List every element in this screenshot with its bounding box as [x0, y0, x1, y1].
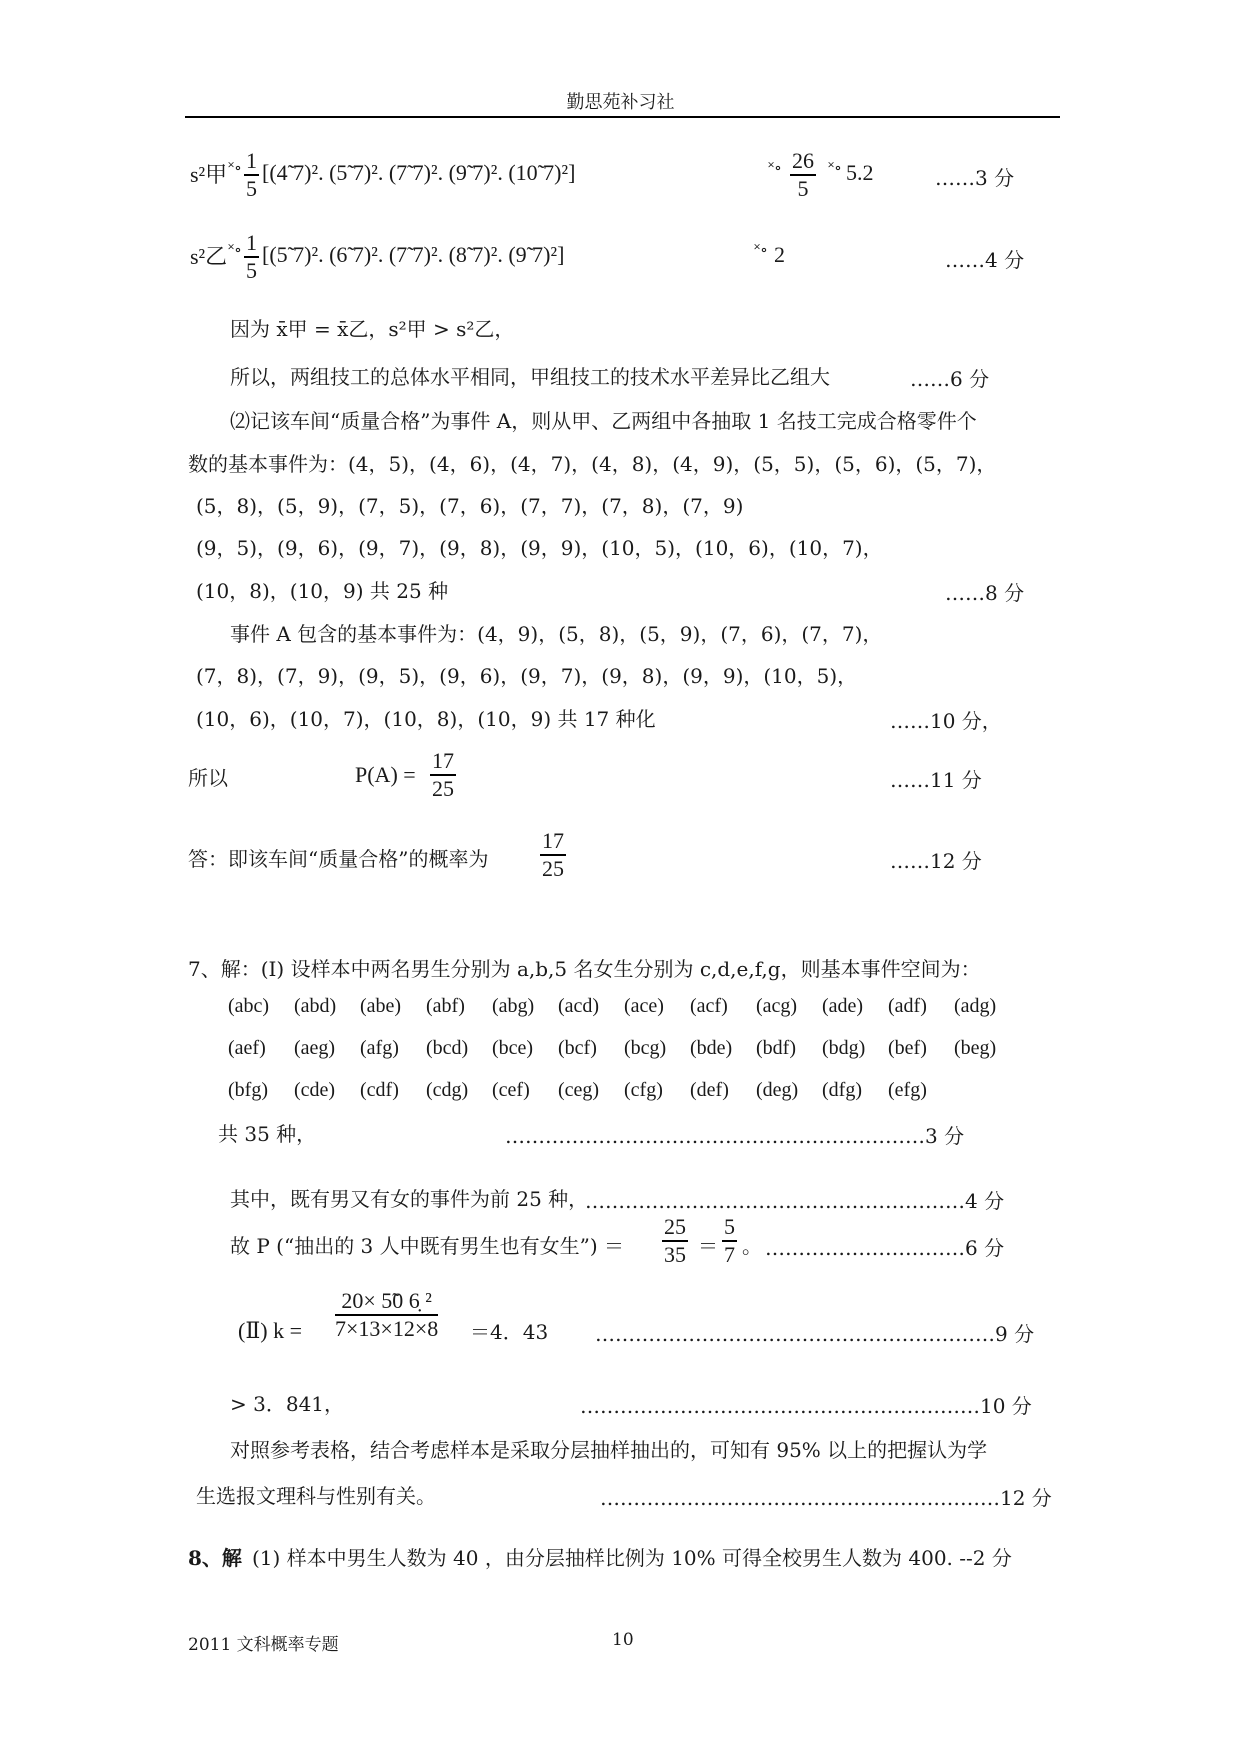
q7-prob-fraction-1 [662, 1214, 688, 1268]
variance-jia-result: 5.2 [846, 160, 874, 185]
combo-item: (adg) [954, 995, 997, 1017]
variance-yi-bracket: [(5̃ 7)². (6̃ 7)². (7̃ 7)². (8̃ 7)². (9̃ 7)²] [262, 242, 565, 267]
combo-item: (cef) [492, 1079, 530, 1101]
q7-compare: > 3．841， [230, 1392, 345, 1416]
combo-item: (bdg) [822, 1037, 866, 1059]
equals-glyph: ˟∘ [228, 160, 242, 177]
q8-text: (1) 样本中男生人数为 40 ，由分层抽样比例为 10% 可得全校男生人数为 400. --2 分 [252, 1546, 1012, 1570]
equals-glyph: ˟∘ [754, 242, 768, 259]
part2-line-3: (5，8)，(5，9)，(7，5)，(7，6)，(7，7)，(7，8)，(7，9) [196, 494, 744, 518]
fraction-numerator: 20× 5̃0 6̣ ² [341, 1288, 432, 1313]
q7-intro: 7、解：(Ⅰ) 设样本中两名男生分别为 a,b,5 名女生分别为 c,d,e,f,g，则基本事件空间为： [188, 957, 981, 981]
equals-glyph: ˟∘ [228, 242, 242, 259]
q7-combo-row-2 [228, 1037, 1020, 1060]
variance-yi-coef-fraction [244, 230, 259, 284]
fraction-denominator: 5 [246, 175, 257, 201]
fraction-denominator: 35 [664, 1241, 686, 1267]
combo-item: (bce) [492, 1037, 534, 1059]
score-mark: ……6 分 [910, 367, 990, 391]
score-mark: …………………………………………………4 分 [585, 1189, 1005, 1213]
because-line: 因为 x̄甲 = x̄乙，s²甲 > s²乙， [230, 317, 515, 341]
combo-item: (aeg) [294, 1037, 336, 1059]
fraction-numerator: 1 [246, 230, 257, 255]
fraction-numerator: 17 [542, 828, 564, 853]
combo-item: (bcf) [558, 1037, 597, 1059]
score-mark: ……………………………………………………10 分 [580, 1394, 1032, 1418]
fraction-denominator: 7 [724, 1241, 735, 1267]
score-mark: ……………………………………………………12 分 [600, 1486, 1052, 1510]
q7-conclusion-1: 对照参考表格，结合考虑样本是采取分层抽样抽出的，可知有 95% 以上的把握认为学 [230, 1438, 988, 1462]
combo-item: (ceg) [558, 1079, 600, 1101]
combo-item: (cde) [294, 1079, 336, 1101]
fraction-numerator: 17 [432, 748, 454, 773]
part2-line-7: (7，8)，(7，9)，(9，5)，(9，6)，(9，7)，(9，8)，(9，9)，(10，5)， [196, 664, 858, 688]
fraction-numerator: 25 [664, 1214, 686, 1239]
combo-item: (efg) [888, 1079, 927, 1101]
score-mark: ……3 分 [935, 166, 1015, 190]
combo-item: (afg) [360, 1037, 399, 1059]
q7-combo-row-1 [228, 995, 1020, 1018]
equals-sign: ＝ [698, 1234, 718, 1258]
score-mark: ………………………………………………………3 分 [505, 1124, 965, 1148]
combo-item: (bdf) [756, 1037, 796, 1059]
combo-item: (adf) [888, 995, 927, 1017]
variance-jia-bracket: [(4̃ 7)². (5̃ 7)². (7̃ 7)². (9̃ 7)². (10̃ 7)²] [262, 160, 576, 185]
combo-item: (ace) [624, 995, 664, 1017]
score-mark: ……10 分， [890, 709, 1002, 733]
combo-item: (deg) [756, 1079, 799, 1101]
q8-label: 8、解 [188, 1546, 242, 1570]
so-label: 所以 [188, 766, 228, 790]
combo-item: (cdf) [360, 1079, 399, 1101]
score-mark: ……………………………………………………9 分 [595, 1322, 1035, 1346]
combo-item: (acf) [690, 995, 728, 1017]
conclusion-line: 所以，两组技工的总体水平相同，甲组技工的技术水平差异比乙组大 [230, 365, 830, 389]
q7-k-label: (Ⅱ) k = [238, 1318, 303, 1343]
combo-item: (acg) [756, 995, 798, 1017]
variance-yi-result: 2 [774, 242, 785, 267]
part2-line-2: 数的基本事件为：(4，5)，(4，6)，(4，7)，(4，8)，(4，9)，(5，5)，(5，6)，(5，7)， [188, 452, 997, 476]
combo-item: (dfg) [822, 1079, 862, 1101]
combo-item: (bef) [888, 1037, 927, 1059]
combo-item: (def) [690, 1079, 729, 1101]
equals-glyph: ˟∘ [768, 160, 782, 177]
score-mark: ……12 分 [890, 849, 982, 873]
q7-k-fraction [335, 1288, 438, 1342]
part2-line-5: (10，8)，(10，9) 共 25 种 [196, 579, 449, 603]
combo-item: (abc) [228, 995, 270, 1017]
q7-conclusion-2: 生选报文理科与性别有关。 [196, 1484, 436, 1508]
variance-jia-eq-fraction [790, 148, 816, 202]
fraction-numerator: 1 [246, 148, 257, 173]
fraction-numerator: 5 [724, 1214, 735, 1239]
part2-line-4: (9，5)，(9，6)，(9，7)，(9，8)，(9，9)，(10，5)，(10，6)，(10，7)， [196, 536, 883, 560]
q7-mixed: 其中，既有男又有女的事件为前 25 种， [230, 1187, 589, 1211]
combo-item: (abe) [360, 995, 402, 1017]
q7-combo-row-3 [228, 1079, 954, 1102]
combo-item: (bfg) [228, 1079, 268, 1101]
fraction-denominator: 25 [542, 855, 564, 881]
combo-item: (aef) [228, 1037, 266, 1059]
score-mark: ……4 分 [945, 248, 1025, 272]
score-mark: …………………………6 分 [765, 1236, 1005, 1260]
probability-expression: P(A) = [355, 762, 416, 787]
footer-title: 2011 文科概率专题 [188, 1635, 339, 1655]
probability-fraction [430, 748, 456, 802]
equals-glyph: ˟∘ [828, 160, 842, 177]
answer-line: 答：即该车间“质量合格”的概率为 [188, 847, 489, 871]
combo-item: (bcg) [624, 1037, 667, 1059]
combo-item: (abd) [294, 995, 337, 1017]
combo-item: (abf) [426, 995, 465, 1017]
combo-item: (ade) [822, 995, 864, 1017]
combo-item: (acd) [558, 995, 600, 1017]
part2-line-8: (10，6)，(10，7)，(10，8)，(10，9) 共 17 种化 [196, 707, 656, 731]
header-divider [185, 116, 1060, 118]
combo-item: (bcd) [426, 1037, 469, 1059]
q7-prob-fraction-2 [722, 1214, 737, 1268]
fraction-denominator: 5 [246, 257, 257, 283]
q7-prob-prefix: 故 P (“抽出的 3 人中既有男生也有女生”) ＝ [230, 1234, 625, 1258]
combo-item: (cdg) [426, 1079, 469, 1101]
combo-item: (bde) [690, 1037, 733, 1059]
score-mark: ……8 分 [945, 581, 1025, 605]
fraction-numerator: 26 [792, 148, 814, 173]
fraction-denominator: 5 [797, 175, 809, 201]
score-mark: ……11 分 [890, 768, 982, 792]
page-number: 10 [612, 1630, 634, 1650]
combo-item: (beg) [954, 1037, 997, 1059]
fraction-denominator: 7×13×12×8 [335, 1315, 439, 1341]
part2-line-6: 事件 A 包含的基本事件为：(4，9)，(5，8)，(5，9)，(7，6)，(7，7)， [230, 622, 883, 646]
part2-line-1: ⑵记该车间“质量合格”为事件 A，则从甲、乙两组中各抽取 1 名技工完成合格零件个 [230, 409, 977, 433]
q7-total: 共 35 种， [218, 1122, 317, 1146]
variance-jia-label: s²甲 [190, 162, 228, 187]
answer-fraction [540, 828, 566, 882]
page-header-title: 勤思苑补习社 [566, 92, 675, 113]
period: 。 [742, 1234, 762, 1258]
variance-jia-coef-fraction [244, 148, 259, 202]
variance-yi-label: s²乙 [190, 244, 228, 269]
combo-item: (abg) [492, 995, 535, 1017]
fraction-denominator: 25 [432, 775, 454, 801]
q7-k-result: ＝4．43 [470, 1320, 549, 1344]
combo-item: (cfg) [624, 1079, 663, 1101]
